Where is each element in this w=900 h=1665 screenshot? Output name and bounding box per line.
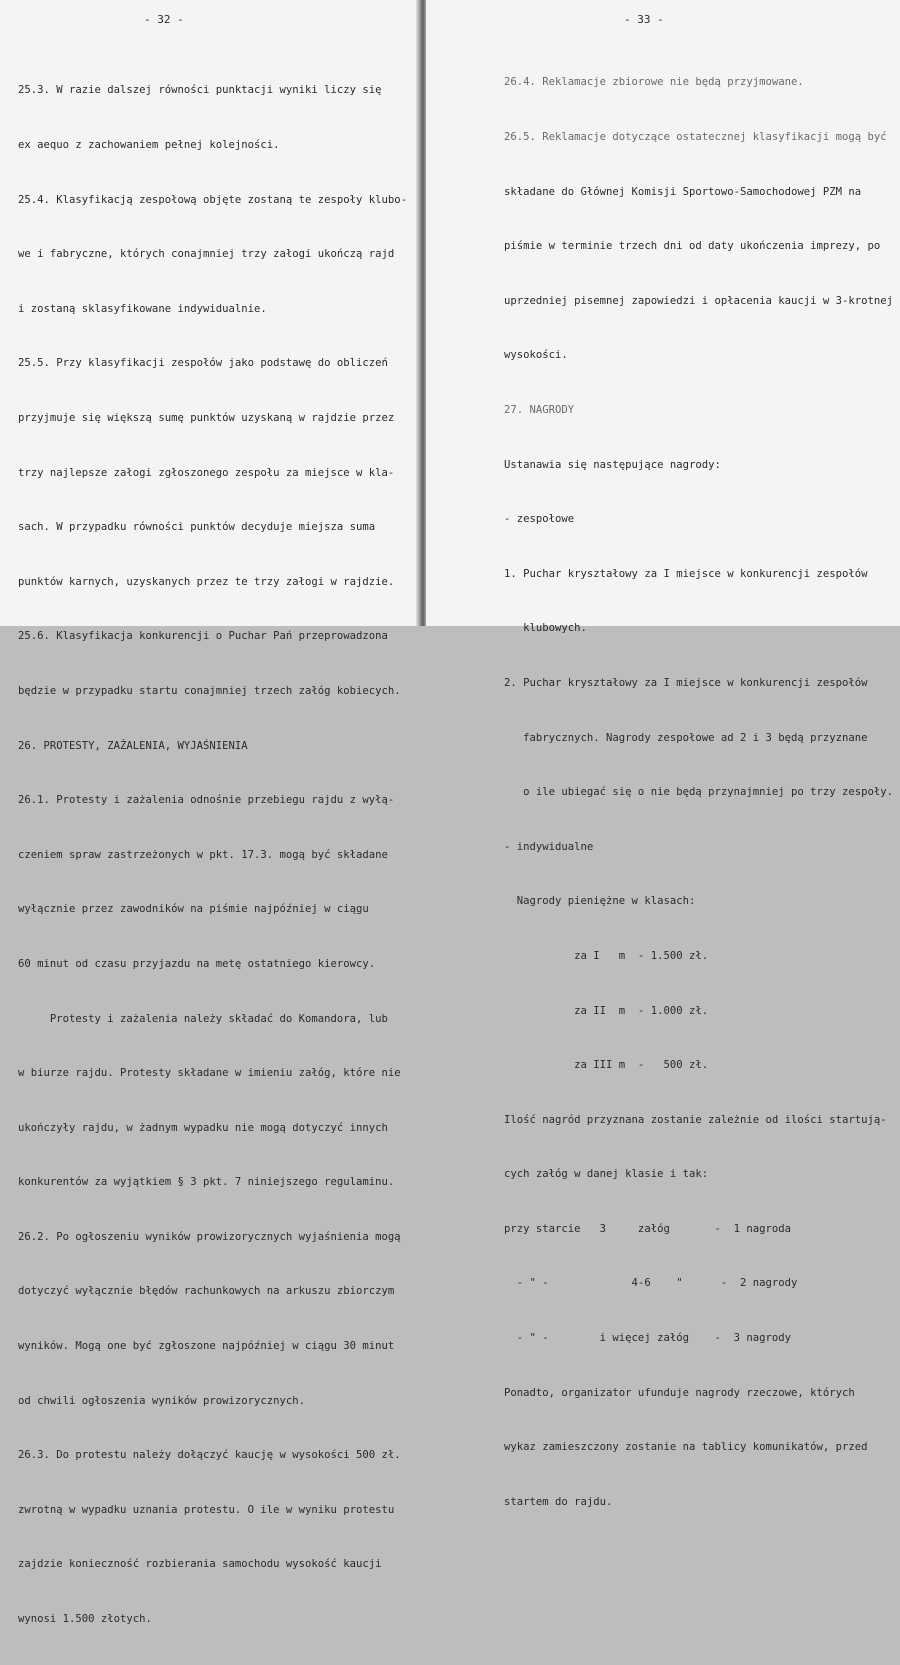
text-line: 25.5. Przy klasyfikacji zespołów jako podstawę do obliczeń	[18, 357, 388, 370]
prize-row: za II m - 1.000 zł.	[504, 1004, 709, 1017]
left-page	[0, 0, 418, 1626]
text-line: wyników. Mogą one być zgłoszone najpóźniej w ciągu 30 minut	[18, 1340, 395, 1353]
text-line: składane do Głównej Komisji Sportowo-Samochodowej PZM na	[504, 185, 862, 198]
text-line: cych załóg w danej klasie i tak:	[504, 1168, 709, 1181]
text-line: 25.3. W razie dalszej równości punktacji wyniki liczy się	[18, 84, 382, 97]
prize-row: za I m - 1.500 zł.	[504, 949, 709, 962]
award-count-row: przy starcie 3 załóg - 1 nagroda	[504, 1222, 792, 1235]
text-line: Nagrody pieniężne w klasach:	[504, 895, 696, 908]
text-line: 26.2. Po ogłoszeniu wyników prowizorycznych wyjaśnienia mogą	[18, 1230, 401, 1243]
text-line: będzie w przypadku startu conajmniej trzech załóg kobiecych.	[18, 684, 401, 697]
text-line: Protesty i zażalenia należy składać do Komandora, lub	[18, 1012, 388, 1025]
text-line: 26.4. Reklamacje zbiorowe nie będą przyjmowane.	[504, 76, 804, 89]
page-number-right: - 33 -	[624, 13, 664, 26]
text-line: 25.6. Klasyfikacja konkurencji o Puchar Pań przeprowadzona	[18, 630, 388, 643]
right-page	[426, 0, 900, 1508]
text-line: przyjmuje się większą sumę punktów uzyskaną w rajdzie przez	[18, 411, 395, 424]
text-line: i zostaną sklasyfikowane indywidualnie.	[18, 302, 267, 315]
text-line: 2. Puchar kryształowy za I miejsce w konkurencji zespołów	[504, 676, 868, 689]
award-count-row: - " - 4-6 " - 2 nagrody	[504, 1277, 798, 1290]
text-line: czeniem spraw zastrzeżonych w pkt. 17.3. mogą być składane	[18, 848, 388, 861]
text-line: fabrycznych. Nagrody zespołowe ad 2 i 3 będą przyznane	[504, 731, 868, 744]
text-line: Ustanawia się następujące nagrody:	[504, 458, 721, 471]
text-line: - indywidualne	[504, 840, 594, 853]
text-line: 26.5. Reklamacje dotyczące ostatecznej klasyfikacji mogą być	[504, 131, 887, 143]
text-line: 1. Puchar kryształowy za I miejsce w konkurencji zespołów	[504, 567, 868, 580]
page-number-left: - 32 -	[144, 13, 184, 26]
text-line: startem do rajdu.	[504, 1495, 613, 1508]
text-line: Ilość nagród przyznana zostanie zależnie od ilości startują-	[504, 1113, 887, 1126]
text-line: - zespołowe	[504, 513, 575, 526]
text-line: klubowych.	[504, 622, 587, 635]
text-line: wykaz zamieszczony zostanie na tablicy komunikatów, przed	[504, 1441, 868, 1454]
text-line: zajdzie konieczność rozbierania samochodu wysokość kaucji	[18, 1558, 382, 1571]
text-line: wyłącznie przez zawodników na piśmie najpóźniej w ciągu	[18, 903, 369, 916]
text-line: 60 minut od czasu przyjazdu na metę ostatniego kierowcy.	[18, 957, 376, 970]
left-page-text	[18, 45, 407, 1665]
text-line: piśmie w terminie trzech dni od daty ukończenia imprezy, po	[504, 240, 881, 253]
text-line: wysokości.	[504, 349, 568, 362]
text-line: uprzedniej pisemnej zapowiedzi i opłacenia kaucji w 3-krotnej	[504, 294, 894, 307]
text-line: od chwili ogłoszenia wyników prowizorycznych.	[18, 1394, 306, 1407]
text-line: o ile ubiegać się o nie będą przynajmniej po trzy zespoły.	[504, 786, 894, 799]
prize-row: za III m - 500 zł.	[504, 1059, 709, 1072]
text-line: konkurentów za wyjątkiem § 3 pkt. 7 niniejszego regulaminu.	[18, 1176, 395, 1189]
text-line: w biurze rajdu. Protesty składane w imieniu załóg, które nie	[18, 1067, 401, 1080]
text-line: sach. W przypadku równości punktów decyduje miejsza suma	[18, 521, 376, 534]
text-line: wynosi 1.500 złotych.	[18, 1613, 152, 1626]
right-page-text	[504, 37, 893, 1547]
text-line: punktów karnych, uzyskanych przez te trzy załogi w rajdzie.	[18, 575, 395, 588]
text-line: zwrotną w wypadku uznania protestu. O ile w wyniku protestu	[18, 1503, 395, 1516]
award-count-row: - " - i więcej załóg - 3 nagrody	[504, 1332, 792, 1345]
text-line: 25.4. Klasyfikacją zespołową objęte zostaną te zespoły klubo-	[18, 193, 408, 206]
text-line: Ponadto, organizator ufunduje nagrody rzeczowe, których	[504, 1386, 855, 1399]
text-line: ukończyły rajdu, w żadnym wypadku nie mogą dotyczyć innych	[18, 1121, 388, 1134]
text-line: ex aequo z zachowaniem pełnej kolejności.	[18, 139, 280, 151]
section-heading: 27. NAGRODY	[504, 403, 575, 416]
section-heading: 26. PROTESTY, ZAŻALENIA, WYJAŚNIENIA	[18, 739, 248, 752]
text-line: trzy najlepsze załogi zgłoszonego zespołu za miejsce w kla-	[18, 466, 395, 479]
text-line: we i fabryczne, których conajmniej trzy załogi ukończą rajd	[18, 248, 395, 261]
text-line: 26.1. Protesty i zażalenia odnośnie przebiegu rajdu z wyłą-	[18, 794, 395, 807]
text-line: dotyczyć wyłącznie błędów rachunkowych na arkuszu zbiorczym	[18, 1285, 395, 1298]
text-line: 26.3. Do protestu należy dołączyć kaucję w wysokości 500 zł.	[18, 1449, 401, 1462]
